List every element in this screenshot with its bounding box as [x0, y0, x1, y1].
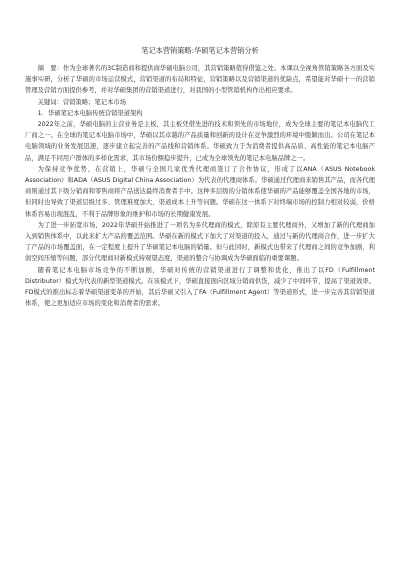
paragraph-2: 为保持竞争优势，在营销上，华硕与全国几家优秀代理商签订了合作协议，形成了以ANA（ASUS Notebook Association）和ADA（ASUS Digital China Association）为代表的代理商体系。华硕通过代理商来销售其产品，而各代理商则通过其下级分销商和零售商将产品送达最终消费者手中。这种多层级的分销体系使华硕的产品能够覆盖全国各地的市场，但同时也导致了渠道层级过多、管理难度加大、渠道成本上升等问题。华硕在这一体系下对终端市场的控制力相对较弱，价格体系容易出现混乱，不利于品牌形象的维护和市场的长期健康发展。 — [25, 165, 375, 218]
paragraph-4: 随着笔记本电脑市场竞争的不断加剧，华硕对传统的营销渠道进行了调整和优化，推出了以FD（Fulfillment Distributor）模式为代表的新型渠道模式。在该模式下，华硕直接面向区域分销商供货，减少了中间环节，提高了渠道效率。FD模式的推出标志着华硕渠道变革的开始，其后华硕又引入了FA（Fulfillment Agent）等渠道形式，进一步完善其营销渠道体系，使之更加适应市场的变化和消费者的需求。 — [25, 266, 375, 308]
document-title: 笔记本营销策略:华硕笔记本营销分析 — [141, 46, 259, 55]
section-heading: 1．华硕笔记本电脑传统营销渠道架构 — [37, 109, 143, 117]
paragraph-3: 为了进一步拓宽市场，2022年华硕开始推进了一项名为多代理商的模式，除原有主要代理商外，又增加了新的代理商加入到销售体系中，以此来扩大产品的覆盖范围。华硕在新的模式下加大了对渠道的投入，通过与新的代理商合作，进一步扩大了产品的市场覆盖面，在一定程度上提升了华硕笔记本电脑的销量。但与此同时，新模式也带来了代理商之间的竞争加剧、利润空间压缩等问题，部分代理商对新模式持观望态度，渠道的整合与协调成为华硕面临的重要课题。 — [25, 221, 375, 263]
paragraph-1: 2022年之前，华硕电脑的主营业务是主板，其主板凭借先进的技术和领先的市场地位，成为全球主要的笔记本电脑代工厂商之一。在全球的笔记本电脑市场中，华硕以其卓越的产品质量和创新的设计在竞争激烈的环境中脱颖而出。公司在笔记本电脑领域的业务发展迅速，逐步建立起完善的产品线和营销体系。华硕致力于为消费者提供高品质、高性能的笔记本电脑产品，满足不同用户群体的多样化需求，其市场份额稳步提升，已成为全球领先的笔记本电脑品牌之一。 — [25, 121, 375, 162]
keywords: 关键词：营销策略；笔记本市场 — [37, 98, 127, 106]
abstract: 摘 要：作为全球著名的3C制造商和提供商华硕电脑公司，其营销策略值得借鉴之处。本课以全视角管销策略各方面及实施事实研，分析了华硕的市场运营模式、营销渠道的布局和特征，营销策略以及营销渠道的优缺点，希望能对华硕十一的营销管理及营销方面提供参考，并对华硕集团的营销渠道进行，对我国的小型管销机构作出相应要求。 — [25, 65, 375, 95]
